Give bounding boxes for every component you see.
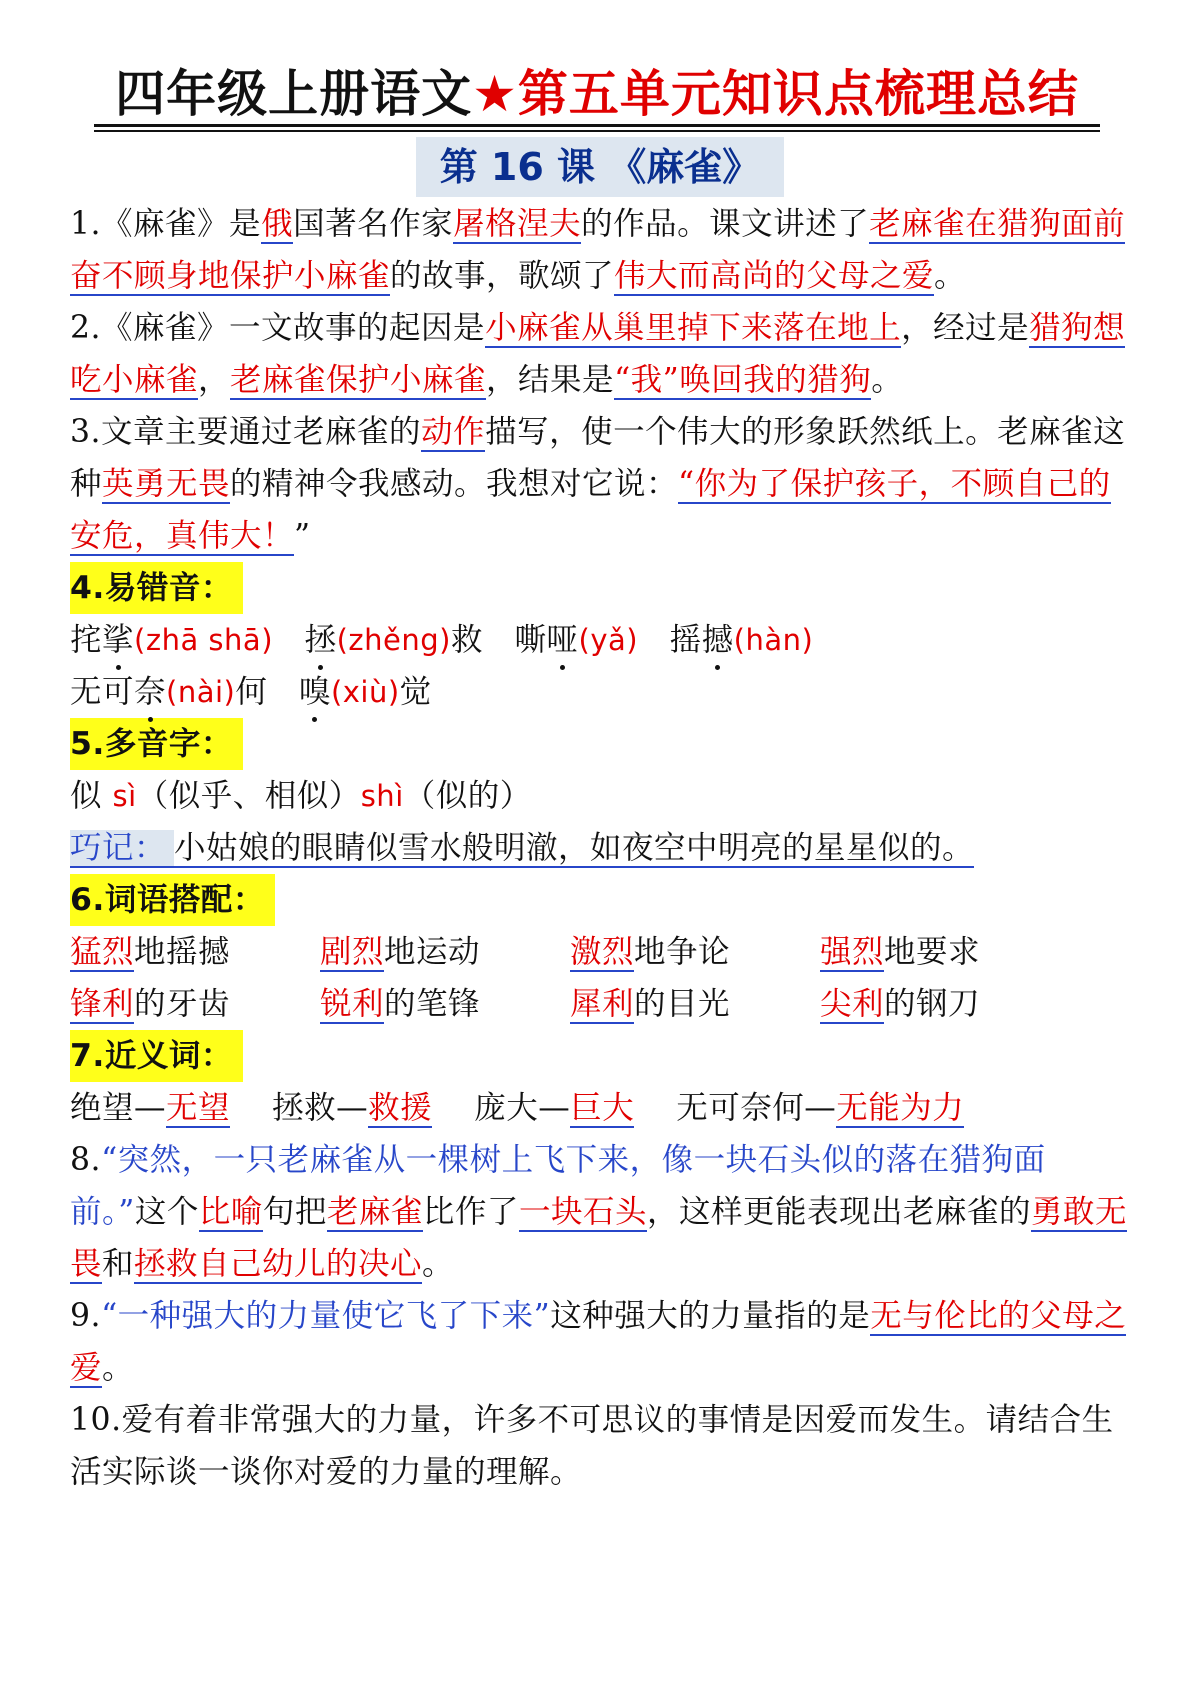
dotted-char: 拯 [305, 614, 337, 666]
collocation-item [820, 978, 1070, 1030]
title-unit: 第五单元知识点梳理总结 [517, 65, 1079, 123]
section-5-heading: 5.多音字： [70, 718, 1130, 770]
collocation-item [570, 978, 820, 1030]
char: 觉 [399, 674, 432, 710]
synonym-pair [272, 1090, 432, 1128]
dotted-char: 嗅 [299, 666, 331, 718]
collocation-keyword: 猛烈 [70, 934, 135, 970]
pinyin: (yǎ) [578, 623, 639, 657]
collocation-keyword: 犀利 [570, 986, 635, 1022]
paragraph-10: 10.爱有着非常强大的力量，许多不可思议的事情是因爱而发生。请结合生活实际谈一谈你对爱的力量的理解。 [70, 1402, 1114, 1490]
paragraph-2: 2.《麻雀》一文故事的起因是小麻雀从巢里掉下来落在地上，经过是猎狗想吃小麻雀，老麻雀保护小麻雀，结果是“我”唤回我的猎狗。 [70, 310, 1126, 398]
char [638, 622, 649, 658]
page-title [92, 62, 1102, 126]
collocation-phrase: 地运动 [384, 934, 481, 970]
synonym-line [70, 1082, 1130, 1134]
pinyin: (zhěng) [336, 623, 451, 657]
synonym-word: 拯救— [272, 1090, 369, 1126]
char: 摇 [669, 622, 702, 658]
star-icon: ★ [472, 65, 518, 123]
pinyin: (hàn) [733, 623, 814, 657]
section-4-heading: 4.易错音： [70, 562, 1130, 614]
char: 嘶 [514, 622, 547, 658]
collocation-keyword: 尖利 [820, 986, 885, 1022]
title-grade: 四年级上册语文 [115, 65, 473, 123]
tip-label: 巧记： [70, 830, 174, 866]
collocation-item [70, 926, 320, 978]
paragraph-9: 9.“一种强大的力量使它飞了下来”这种强大的力量指的是无与伦比的父母之爱。 [70, 1298, 1127, 1386]
paragraph-1: 1.《麻雀》是俄国著名作家屠格涅夫的作品。课文讲述了老麻雀在猎狗面前奋不顾身地保护小麻雀的故事，歌颂了伟大而高尚的父母之爱。 [70, 206, 1126, 294]
dotted-char: 撼 [702, 614, 734, 666]
section-4-line-1 [70, 614, 1130, 666]
collocation-phrase: 的钢刀 [884, 986, 981, 1022]
paragraph-3: 3.文章主要通过老麻雀的动作描写，使一个伟大的形象跃然纸上。老麻雀这种英勇无畏的精神令我感动。我想对它说：“你为了保护孩子，不顾自己的安危，真伟大！” [70, 414, 1126, 554]
collocation-phrase: 地摇撼 [134, 934, 231, 970]
collocation-item [70, 978, 320, 1030]
collocation-phrase: 的牙齿 [134, 986, 231, 1022]
collocation-keyword: 强烈 [820, 934, 885, 970]
synonym-answer: 无能为力 [836, 1090, 965, 1126]
pinyin: (xiù) [330, 675, 400, 709]
collocation-item [320, 978, 570, 1030]
pinyin: (zhā shā) [134, 623, 274, 657]
synonym-pair [676, 1090, 964, 1128]
synonym-pair [70, 1090, 230, 1128]
synonym-answer: 无望 [166, 1090, 231, 1126]
char: 无可 [70, 674, 135, 710]
synonym-answer: 巨大 [570, 1090, 635, 1126]
dotted-char: 哑 [547, 614, 579, 666]
title-divider-thick [94, 124, 1100, 127]
collocation-phrase: 地要求 [884, 934, 981, 970]
synonym-word: 庞大— [474, 1090, 571, 1126]
section-4-line-2 [70, 666, 1130, 718]
collocation-grid [70, 926, 1130, 1030]
synonym-word: 绝望— [70, 1090, 167, 1126]
content [70, 198, 1130, 1498]
lesson-heading: 第 16 课 《麻雀》 [416, 137, 784, 197]
dotted-char: 奈 [134, 666, 166, 718]
char: 救 [450, 622, 494, 658]
synonym-answer: 救援 [368, 1090, 433, 1126]
collocation-phrase: 的笔锋 [384, 986, 481, 1022]
section-5-line-1: 似 sì（似乎、相似）shì（似的） [70, 778, 532, 814]
char: 何 [235, 674, 278, 710]
collocation-keyword: 激烈 [570, 934, 635, 970]
section-7-heading: 7.近义词： [70, 1030, 1130, 1082]
collocation-keyword: 剧烈 [320, 934, 385, 970]
char: 挓 [70, 622, 103, 658]
char [273, 622, 284, 658]
title-divider-thin [94, 130, 1100, 132]
section-5-tip [70, 822, 1130, 874]
dotted-char: 挲 [102, 614, 134, 666]
collocation-item [820, 926, 1070, 978]
tip-text: 小姑娘的眼睛似雪水般明澈，如夜空中明亮的星星似的。 [174, 830, 975, 866]
collocation-item [570, 926, 820, 978]
paragraph-8: 8.“突然，一只老麻雀从一棵树上飞下来，像一块石头似的落在猎狗面前。”这个比喻句把老麻雀比作了一块石头，这样更能表现出老麻雀的勇敢无畏和拯救自己幼儿的决心。 [70, 1142, 1127, 1282]
pinyin: (nài) [166, 675, 236, 709]
collocation-keyword: 锐利 [320, 986, 385, 1022]
section-6-heading: 6.词语搭配： [70, 874, 1130, 926]
collocation-keyword: 锋利 [70, 986, 135, 1022]
collocation-item [320, 926, 570, 978]
collocation-phrase: 地争论 [634, 934, 731, 970]
collocation-phrase: 的目光 [634, 986, 731, 1022]
synonym-pair [474, 1090, 634, 1128]
synonym-word: 无可奈何— [676, 1090, 837, 1126]
